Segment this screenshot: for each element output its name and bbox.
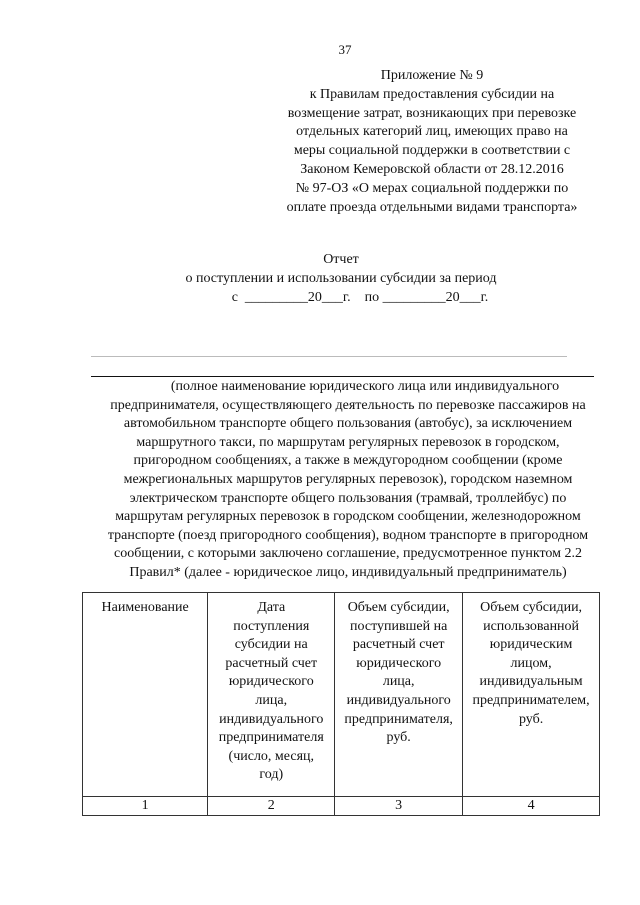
entity-description [86, 378, 610, 583]
entity-description-line: предпринимателя, осуществляющего деятельность по перевозке пассажиров на [110, 397, 586, 413]
entity-description-line: маршрутного такси, по маршрутам регулярных перевозок в городском, [136, 434, 560, 450]
entity-description-line: маршрутам регулярных перевозок в городском сообщении, железнодорожном [115, 509, 581, 525]
appendix-line: Приложение № 9 [380, 68, 484, 83]
header-cell-received-amount [335, 593, 463, 797]
report-title: Отчет [323, 252, 359, 267]
header-line: руб. [518, 711, 544, 727]
header-line: год) [259, 767, 284, 783]
header-line: Наименование [101, 600, 189, 615]
header-line: Объем субсидии, [480, 600, 583, 615]
appendix-line: Законом Кемеровской области от 28.12.2016 [300, 161, 564, 177]
entity-description-line: межрегиональных маршрутов регулярных перевозок), городском наземном [123, 471, 573, 487]
header-line: юридическим [489, 637, 573, 653]
header-line: (число, месяц, [228, 748, 314, 764]
header-line: расчетный счет [352, 637, 445, 653]
appendix-line: отдельных категорий лиц, имеющих право на [296, 124, 568, 140]
column-number-cell: 2 [208, 797, 335, 816]
header-line: предпринимателя, [344, 711, 453, 727]
entity-description-line: пригородном сообщениях, а также в междугородном сообщении (кроме [133, 453, 563, 469]
appendix-header [262, 67, 602, 217]
appendix-line: № 97-ОЗ «О мерах социальной поддержки по [295, 180, 569, 196]
header-line: Объем субсидии, [347, 600, 450, 615]
page-number: 37 [338, 42, 352, 57]
fill-in-line-light [91, 356, 567, 357]
appendix-line: к Правилам предоставления субсидии на [309, 86, 555, 102]
header-line: предпринимателем, [472, 692, 590, 708]
fill-in-line [91, 376, 594, 377]
header-line: юридического [356, 655, 442, 671]
header-line: лицом, [510, 655, 552, 671]
appendix-line: оплате проезда отдельными видами транспорта» [286, 199, 578, 215]
header-cell-receipt-date [208, 593, 335, 797]
entity-description-line: Правил* (далее - юридическое лицо, индивидуальный предприниматель) [129, 564, 567, 580]
header-line: субсидии на [234, 637, 308, 653]
header-line: Дата [257, 600, 286, 615]
header-line: предпринимателя [218, 730, 324, 746]
column-number-cell: 4 [463, 797, 600, 816]
header-line: расчетный счет [225, 655, 318, 671]
header-line: индивидуального [346, 692, 451, 708]
table-header-row [83, 593, 600, 797]
header-line: лица, [255, 692, 288, 708]
entity-description-line: (полное наименование юридического лица или индивидуального [170, 379, 560, 394]
header-cell-name [83, 593, 208, 797]
header-line: поступления [233, 618, 310, 634]
header-line: руб. [386, 730, 411, 746]
column-number-cell: 3 [335, 797, 463, 816]
header-line: поступившей на [350, 618, 448, 634]
appendix-line: меры социальной поддержки в соответствии с [293, 143, 571, 159]
header-cell-used-amount [463, 593, 600, 797]
header-line: индивидуального [219, 711, 324, 727]
header-line: лица, [382, 674, 415, 690]
entity-description-line: транспорте (поезд пригородного сообщения), водном транспорте в пригородном [107, 527, 589, 543]
subsidy-report-table [82, 592, 600, 816]
entity-description-line: электрическом транспорте общего пользования (трамвай, троллейбус) по [129, 490, 567, 506]
header-line: индивидуальным [479, 674, 583, 690]
header-line: использованной [483, 618, 580, 634]
column-number-row [83, 797, 600, 816]
header-line: юридического [228, 674, 314, 690]
appendix-line: возмещение затрат, возникающих при перевозке [287, 105, 577, 121]
column-number-cell: 1 [83, 797, 208, 816]
report-title-block [0, 250, 640, 307]
report-subtitle: о поступлении и использовании субсидии за период [185, 271, 497, 286]
entity-description-line: сообщении, с которыми заключено соглашение, предусмотренное пунктом 2.2 [114, 546, 582, 562]
entity-description-line: автомобильном транспорте общего пользования (автобус), за исключением [123, 416, 573, 432]
report-period: с _________20___г. по _________20___г. [231, 290, 489, 305]
